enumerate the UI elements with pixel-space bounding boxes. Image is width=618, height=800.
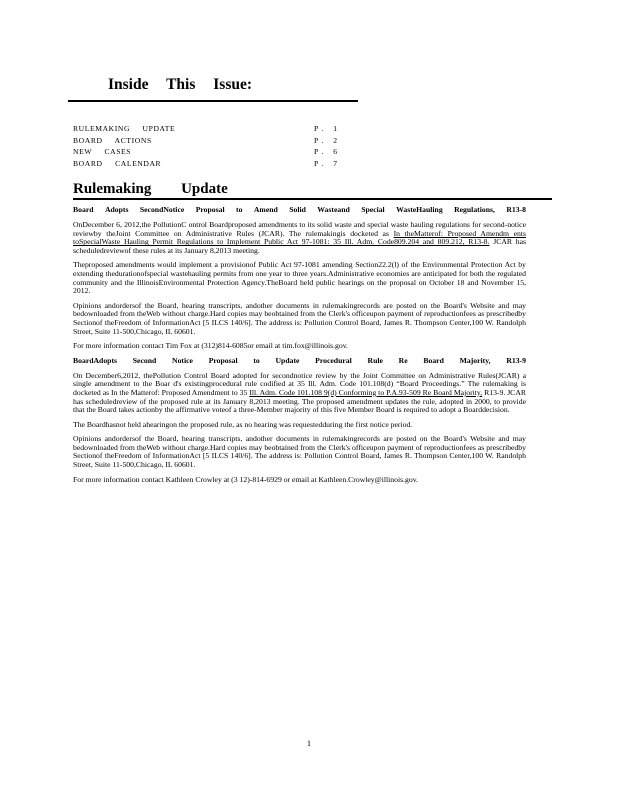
toc-row[interactable] xyxy=(73,135,341,147)
heading-word: Second xyxy=(132,356,157,365)
toc-page: P. 2 xyxy=(314,135,341,145)
heading-word: Board xyxy=(423,356,444,365)
toc-label: BOARD CALENDAR xyxy=(73,158,162,168)
section-title: Rulemaking Update xyxy=(73,181,228,197)
title-divider xyxy=(68,100,358,102)
heading-word: Wasteand xyxy=(317,206,350,214)
heading-word: Update xyxy=(275,356,300,365)
article-paragraph: Theproposed amendments would implement a provisionof Public Act 97-1081 amending Section22.2(l) of the Environmental Protection Act by extending thedurationofspecial wastehauling permits from one year to three years.Administrative economies are anticipated for both the regulated community and the IllinoisEnvironmental Protection Agency.TheBoard held public hearings on the proposal on October 18 and November 15, 2012. xyxy=(73,260,526,296)
heading-word: to xyxy=(253,356,260,365)
heading-word: Notice xyxy=(172,356,193,365)
toc-row[interactable] xyxy=(73,123,341,135)
heading-word: Re xyxy=(398,356,408,365)
heading-word: Regulations, xyxy=(454,206,495,214)
toc-page: P. 7 xyxy=(314,158,341,168)
toc-label: BOARD ACTIONS xyxy=(73,135,152,145)
heading-word: Majority, xyxy=(459,356,491,365)
inside-this-issue-title: Inside This Issue: xyxy=(108,76,253,93)
contact-paragraph: For more information contact Kathleen Crowley at (3 12)-814-6929 or email at Kathleen.Crowley@illinois.gov. xyxy=(73,474,418,484)
heading-word: SecondNotice xyxy=(139,206,185,214)
article-paragraph: OnDecember 6, 2012,the PollutionC ontrol Boardproposed amendments to its solid waste and special waste hauling regulations for second-notice reviewby theJoint Committee on Administrative Rules (JCAR). The rulemakingis docketed as In theMatterof: Proposed Amendm ents toSpecialWaste Hauling Permit Regulations to Implement Public Act 97-1081: 35 Ill. Adm. Code809.204 and 809.212, R13-8. JCAR has scheduledreviewof these rules at its January 8,2013 meeting. xyxy=(73,220,526,255)
toc-page: P. 1 xyxy=(314,124,341,133)
heading-word: BoardAdopts xyxy=(73,356,118,365)
article-heading xyxy=(73,206,526,215)
heading-word: R13-9 xyxy=(506,356,526,365)
toc-label: RULEMAKING UPDATE xyxy=(73,124,176,133)
heading-word: Special xyxy=(361,206,385,214)
article-paragraph: On December6,2012, thePollution Control Board adopted for secondnotice review by the Joint Committee on Administrative Rules(JCAR) a single amendment to the Boar d's existingprocedural rule codified at 35 Ill. Adm. Code 101.108(d) “Board Proceedings.” The rulemaking is docketed as In the Matterof: Proposed Amendment to 35 Ill. Adm. Code 101.108 9(d) Conforming to P.A.93-509 Re Board Majority, R13-9. JCAR has scheduledreview of the proposed rule at its January 8,2013 meeting. The proposed amendment updates the rule, adopted in 2000, to provide that the Board takes actionby the affirmative voteof a three-Member majority of this five Member Board is required to adopt a Boarddecision. xyxy=(73,370,526,415)
heading-word: Amend xyxy=(253,206,278,214)
docket-citation: In theMatterof: Proposed Amendm ents toSpecialWaste Hauling Permit Regulations to Implement Public Act 97-1081: 35 Ill. Adm. Code809.204 and 809.212, R13-8. xyxy=(73,228,526,247)
article-paragraph: Opinions andordersof the Board, hearing transcripts, andother documents in rulemakingrecords are posted on the Board's Website and may bedownloaded from theWeb without charge.Hard copies may beobtained from the Clerk's officeupon payment of reproductionfees as prescribedby Sectionof theFreedom of InformationAct [5 ILCS 140/6]. The address is: Pollution Control Board, James R. Thompson Center,100 W. Randolph Street, Suite 11-500,Chicago, IL 60601. xyxy=(73,300,526,336)
toc-page: P. 6 xyxy=(314,147,341,157)
heading-word: Proposal xyxy=(208,356,238,365)
heading-word: R13-8 xyxy=(506,206,526,214)
toc-row[interactable] xyxy=(73,146,341,158)
heading-word: Solid xyxy=(289,206,306,214)
article-paragraph: Opinions andordersof the Board, hearing transcripts, andother documents in rulemakingrecords are posted on the Board's Website and may bedownloaded from theWeb without charge.Hard copies may beobtained from the Clerk's officeupon payment of reproductionfees as prescribedby Sectionof theFreedom of InformationAct [5 ILCS 140/6]. The address is: Pollution Control Board, James R. Thompson Center,100 W. Randolph Street, Suite 11-500,Chicago, IL 60601. xyxy=(73,434,526,470)
heading-word: WasteHauling xyxy=(396,206,443,214)
heading-word: Procedural xyxy=(315,356,352,365)
page-number: 1 xyxy=(307,739,311,748)
toc-label: NEW CASES xyxy=(73,147,132,157)
toc-row[interactable] xyxy=(73,158,341,170)
heading-word: Board xyxy=(73,206,94,214)
section-divider xyxy=(73,198,552,200)
docket-citation: Ill. Adm. Code 101.108 9(d) Conforming to P.A.93-509 Re Board Majority, xyxy=(249,387,483,397)
contact-paragraph: For more information contact Tim Fox at (312)814-6085or email at tim.fox@illinois.gov. xyxy=(73,341,348,351)
heading-word: Proposal xyxy=(195,206,225,214)
article-heading xyxy=(73,357,526,366)
heading-word: to xyxy=(236,206,243,214)
article-body xyxy=(73,206,526,490)
article-paragraph: The Boardhasnot held ahearingon the proposed rule, as no hearing was requestedduring the first notice period. xyxy=(73,419,413,429)
heading-word: Rule xyxy=(367,356,383,365)
table-of-contents xyxy=(73,123,341,169)
heading-word: Adopts xyxy=(104,206,129,214)
